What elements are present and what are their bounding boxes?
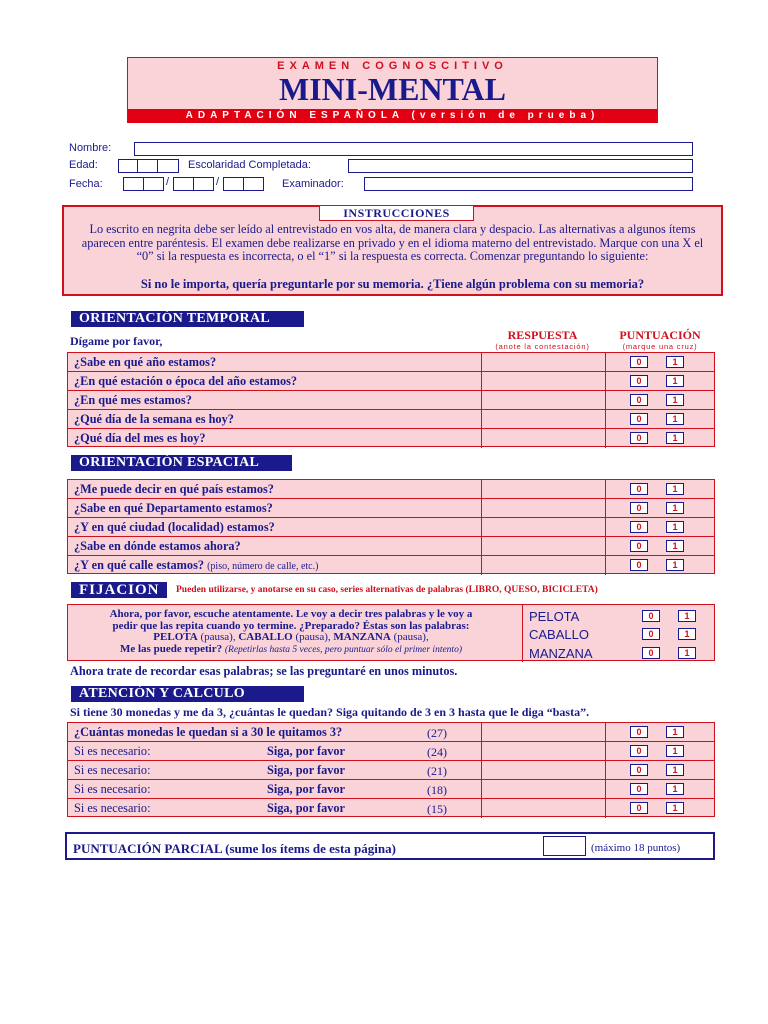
expected-answer: (27) — [427, 726, 447, 740]
score-one-box[interactable]: 1 — [666, 413, 684, 425]
answer-cell[interactable] — [481, 391, 605, 409]
section-orientacion-temporal: ORIENTACIÓN TEMPORAL — [71, 311, 304, 327]
fecha-day-field[interactable] — [143, 177, 164, 191]
row-label: Si es necesario: — [74, 801, 151, 815]
pause-note: (pausa), — [295, 631, 331, 643]
expected-answer: (18) — [427, 783, 447, 797]
table-row — [68, 518, 714, 537]
instructions-text: Lo escrito en negrita debe ser leído al entrevistado en vos alta, de manera clara y despacio. Las alternativas a algunos ítems aparecen entre paréntesis. El examen debe realizarse en privado y en el idioma materno del entrevistado. Marque con una X el “0” si la respuesta es incorrecta, o el “1” si la respuesta es correcta. Comenzar preguntando lo siguiente: — [81, 222, 704, 263]
score-zero-box[interactable]: 0 — [630, 413, 648, 425]
escolaridad-field[interactable] — [348, 159, 693, 173]
score-one-box[interactable]: 1 — [666, 502, 684, 514]
expected-answer: (24) — [427, 745, 447, 759]
score-zero-box[interactable]: 0 — [630, 356, 648, 368]
table-row — [68, 429, 714, 448]
score-cell — [605, 372, 715, 390]
fecha-label: Fecha: — [69, 178, 103, 190]
row-action: Siga, por favor — [267, 782, 345, 796]
score-cell — [605, 537, 715, 555]
partial-score-field[interactable] — [543, 836, 586, 856]
row-action: Siga, por favor — [267, 763, 345, 777]
row-action: Siga, por favor — [267, 744, 345, 758]
date-separator: / — [166, 176, 170, 188]
question-main: ¿Y en qué calle estamos? — [74, 558, 205, 572]
partial-score-box — [65, 832, 715, 860]
fecha-year-field[interactable] — [223, 177, 244, 191]
table-row — [68, 391, 714, 410]
fecha-day-field[interactable] — [123, 177, 144, 191]
score-one-box[interactable]: 1 — [666, 802, 684, 814]
header-main-title: MINI-MENTAL — [279, 71, 506, 107]
atencion-prompt: Si tiene 30 monedas y me da 3, ¿cuántas le quedan? Siga quitando de 3 en 3 hasta que le diga “basta”. — [70, 705, 590, 719]
table-row — [68, 353, 714, 372]
question-text: ¿En qué mes estamos? — [74, 393, 192, 407]
fijacion-word: PELOTA — [153, 631, 198, 643]
fecha-month-field[interactable] — [193, 177, 214, 191]
nombre-field[interactable] — [134, 142, 693, 156]
escolaridad-label: Escolaridad Completada: — [188, 159, 311, 171]
table-row — [68, 761, 714, 780]
row-label: Si es necesario: — [74, 744, 151, 758]
fijacion-instructions — [75, 609, 507, 656]
espacial-table — [67, 479, 715, 574]
instructions-box — [62, 205, 723, 296]
answer-cell[interactable] — [481, 480, 605, 498]
score-cell — [605, 429, 715, 448]
word-manzana: MANZANA — [529, 646, 593, 661]
score-one-box[interactable]: 1 — [666, 483, 684, 495]
score-cell — [605, 518, 715, 536]
score-one-box[interactable]: 1 — [666, 783, 684, 795]
table-row — [68, 480, 714, 499]
edad-digit-field[interactable] — [118, 159, 138, 173]
score-cell — [605, 761, 715, 779]
pause-note: (pausa), — [393, 631, 429, 643]
score-one-box[interactable]: 1 — [666, 764, 684, 776]
question-text: ¿Me puede decir en qué país estamos? — [74, 482, 274, 496]
question-note: (piso, número de calle, etc.) — [207, 561, 319, 572]
fijacion-word: CABALLO — [238, 631, 293, 643]
score-zero-box[interactable]: 0 — [630, 802, 648, 814]
fijacion-repeat-note: (Repetirlas hasta 5 veces, pero puntuar sólo el primer intento) — [224, 644, 462, 655]
instructions-opening-question: Si no le importa, quería preguntarle por su memoria. ¿Tiene algún problema con su memoria? — [140, 277, 645, 291]
header-subtitle: ADAPTACIÓN ESPAÑOLA (versión de prueba) — [128, 109, 657, 123]
answer-cell[interactable] — [481, 556, 605, 575]
answer-cell[interactable] — [481, 353, 605, 371]
score-one-box[interactable]: 1 — [666, 521, 684, 533]
answer-cell[interactable] — [481, 742, 605, 760]
date-separator: / — [216, 176, 220, 188]
score-zero-box[interactable]: 0 — [630, 375, 648, 387]
score-zero-box[interactable]: 0 — [630, 432, 648, 444]
partial-score-max: (máximo 18 puntos) — [591, 842, 681, 854]
score-zero-box[interactable]: 0 — [642, 647, 660, 659]
fecha-year-field[interactable] — [243, 177, 264, 191]
score-one-box[interactable]: 1 — [678, 628, 696, 640]
fijacion-line-4: Me las puede repetir? — [119, 642, 223, 655]
section-fijacion: FIJACION — [71, 582, 167, 598]
table-row — [68, 723, 714, 742]
table-row — [68, 742, 714, 761]
answer-cell[interactable] — [481, 723, 605, 741]
fecha-month-field[interactable] — [173, 177, 194, 191]
answer-cell[interactable] — [481, 537, 605, 555]
score-cell — [605, 799, 715, 818]
score-one-box[interactable]: 1 — [666, 745, 684, 757]
column-respuesta: RESPUESTA — [507, 328, 578, 342]
answer-cell[interactable] — [481, 410, 605, 428]
score-one-box[interactable]: 1 — [666, 559, 684, 571]
question-text: ¿Cuántas monedas le quedan si a 30 le quitamos 3? — [74, 725, 343, 739]
question-text: ¿Sabe en qué año estamos? — [74, 355, 217, 369]
pause-note: (pausa), — [200, 631, 236, 643]
score-one-box[interactable]: 1 — [666, 356, 684, 368]
edad-label: Edad: — [69, 159, 98, 171]
answer-cell[interactable] — [481, 429, 605, 448]
fijacion-after: Ahora trate de recordar esas palabras; se las preguntaré en unos minutos. — [70, 664, 458, 678]
score-zero-box[interactable]: 0 — [630, 559, 648, 571]
table-row — [68, 499, 714, 518]
expected-answer: (21) — [427, 764, 447, 778]
row-action: Siga, por favor — [267, 801, 345, 815]
question-text: ¿Qué día de la semana es hoy? — [74, 412, 234, 426]
score-one-box[interactable]: 1 — [678, 610, 696, 622]
table-row — [68, 537, 714, 556]
score-cell — [605, 391, 715, 409]
score-zero-box[interactable]: 0 — [630, 745, 648, 757]
column-puntuacion-note: (marque una cruz) — [622, 342, 698, 351]
score-zero-box[interactable]: 0 — [630, 483, 648, 495]
examinador-field[interactable] — [364, 177, 693, 191]
table-row — [68, 372, 714, 391]
answer-cell[interactable] — [481, 518, 605, 536]
examinador-label: Examinador: — [282, 178, 344, 190]
column-puntuacion: PUNTUACIÓN — [619, 328, 701, 342]
fijacion-word: MANZANA — [333, 631, 391, 643]
edad-digit-field[interactable] — [157, 159, 179, 173]
fijacion-line-1: Ahora, por favor, escuche atentamente. Le voy a decir tres palabras y le voy a — [109, 608, 473, 620]
partial-score-label: PUNTUACIÓN PARCIAL (sume los ítems de esta página) — [73, 841, 396, 856]
expected-answer: (15) — [427, 802, 447, 816]
edad-digit-field[interactable] — [137, 159, 158, 173]
score-zero-box[interactable]: 0 — [630, 783, 648, 795]
question-text — [74, 558, 318, 573]
question-text: ¿Sabe en qué Departamento estamos? — [74, 501, 273, 515]
score-cell — [605, 353, 715, 371]
score-zero-box[interactable]: 0 — [630, 521, 648, 533]
score-one-box[interactable]: 1 — [678, 647, 696, 659]
table-row — [68, 780, 714, 799]
score-one-box[interactable]: 1 — [666, 432, 684, 444]
fijacion-line-2: pedir que las repita cuando yo termine. ¿Preparado? Éstas son las palabras: — [112, 619, 470, 632]
score-zero-box[interactable]: 0 — [642, 610, 660, 622]
instructions-heading: INSTRUCCIONES — [319, 206, 474, 221]
score-zero-box[interactable]: 0 — [630, 726, 648, 738]
answer-cell[interactable] — [481, 780, 605, 798]
score-zero-box[interactable]: 0 — [630, 764, 648, 776]
score-one-box[interactable]: 1 — [666, 726, 684, 738]
temporal-prompt: Dígame por favor, — [70, 334, 163, 348]
question-text: ¿Sabe en dónde estamos ahora? — [74, 539, 241, 553]
score-zero-box[interactable]: 0 — [630, 540, 648, 552]
score-cell — [605, 499, 715, 517]
word-pelota: PELOTA — [529, 609, 580, 624]
score-cell — [605, 480, 715, 498]
table-row — [68, 556, 714, 575]
answer-cell[interactable] — [481, 499, 605, 517]
score-cell — [605, 780, 715, 798]
section-atencion-calculo: ATENCIÓN Y CALCULO — [71, 686, 304, 702]
score-cell — [605, 723, 715, 741]
score-zero-box[interactable]: 0 — [630, 502, 648, 514]
divider — [522, 605, 523, 662]
score-zero-box[interactable]: 0 — [642, 628, 660, 640]
answer-cell[interactable] — [481, 761, 605, 779]
row-label: Si es necesario: — [74, 782, 151, 796]
temporal-table — [67, 352, 715, 447]
fijacion-box — [67, 604, 715, 661]
nombre-label: Nombre: — [69, 142, 112, 154]
score-one-box[interactable]: 1 — [666, 394, 684, 406]
table-row — [68, 799, 714, 818]
column-respuesta-note: (anote la contestación) — [495, 342, 590, 351]
score-one-box[interactable]: 1 — [666, 375, 684, 387]
question-text: ¿Y en qué ciudad (localidad) estamos? — [74, 520, 275, 534]
answer-cell[interactable] — [481, 799, 605, 818]
form-header — [127, 57, 658, 123]
header-top-title: EXAMEN COGNOSCITIVO — [277, 60, 508, 72]
question-text: ¿Qué día del mes es hoy? — [74, 431, 206, 445]
section-orientacion-espacial: ORIENTACIÓN ESPACIAL — [71, 455, 292, 471]
score-zero-box[interactable]: 0 — [630, 394, 648, 406]
row-label: Si es necesario: — [74, 763, 151, 777]
table-row — [68, 410, 714, 429]
score-one-box[interactable]: 1 — [666, 540, 684, 552]
answer-cell[interactable] — [481, 372, 605, 390]
atencion-table — [67, 722, 715, 817]
score-cell — [605, 556, 715, 575]
question-text: ¿En qué estación o época del año estamos? — [74, 374, 298, 388]
fijacion-note: Pueden utilizarse, y anotarse en su caso, series alternativas de palabras (LIBRO, QUESO, BICICLETA) — [176, 585, 598, 595]
word-caballo: CABALLO — [529, 627, 589, 642]
score-cell — [605, 742, 715, 760]
score-cell — [605, 410, 715, 428]
